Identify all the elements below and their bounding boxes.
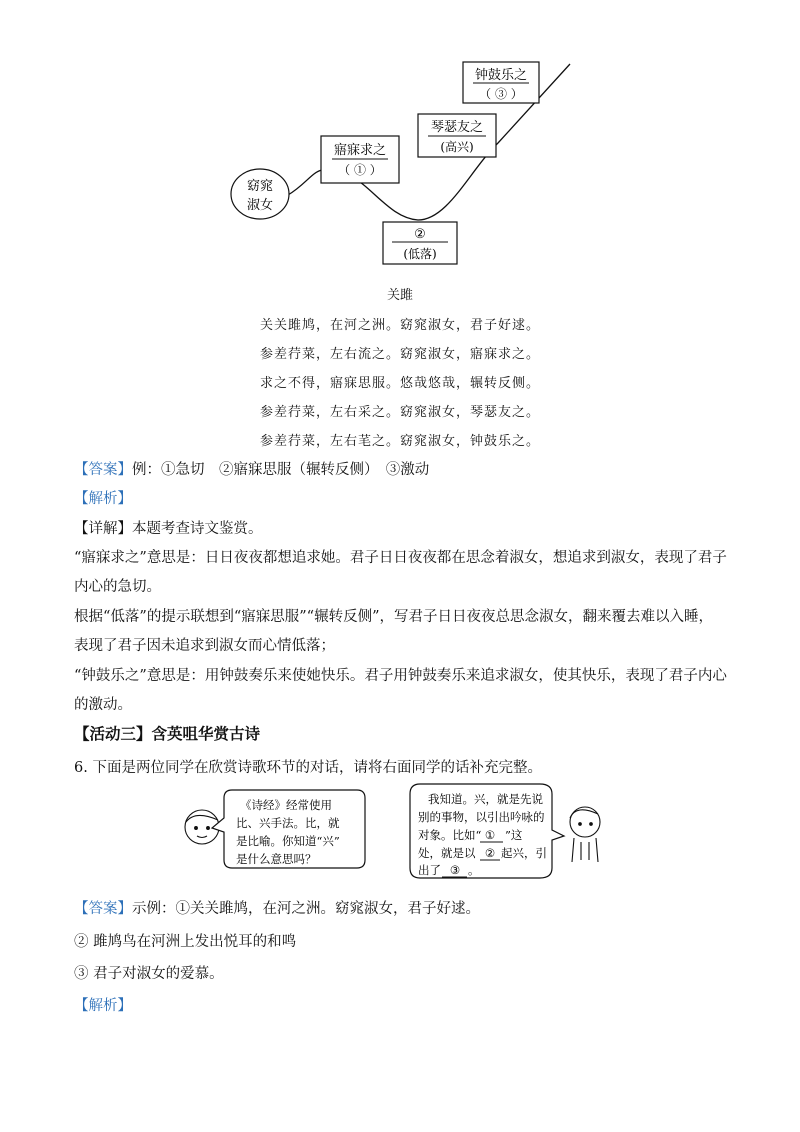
right-blank-3: ③ [449, 863, 461, 877]
node-d-bottom: （ ③ ） [479, 87, 523, 101]
dialogue-illustration [0, 782, 800, 886]
right-bubble-line4a: 处，就是以 [418, 846, 476, 860]
left-bubble-line4: 是什么意思吗？ [236, 852, 317, 866]
detail-p2b: 表现了君子因未追求到淑女而心情低落； [74, 638, 335, 654]
right-bubble-line2: 别的事物，以引出吟咏的 [418, 810, 545, 824]
node-c-bottom: (高兴) [440, 140, 474, 154]
poem-line-4: 参差荇菜，左右采之。窈窕淑女，琴瑟友之。 [259, 405, 540, 420]
node-start-line2: 淑女 [246, 198, 274, 213]
detail-label: 【详解】 [74, 521, 132, 537]
right-bubble-line3a: 对象。比如“ [418, 828, 482, 842]
right-bubble-line5b: 。 [468, 863, 480, 877]
poem-title: 关雎 [386, 288, 413, 303]
answer2-a1: 示例：①关关雎鸠，在河之洲。窈窕淑女，君子好逑。 [132, 901, 480, 917]
node-b-bottom: (低落) [403, 247, 437, 261]
node-d-top: 钟鼓乐之 [474, 68, 528, 83]
node-a-top: 寤寐求之 [333, 143, 387, 158]
node-c-top: 琴瑟友之 [430, 120, 484, 135]
right-blank-2: ② [484, 846, 496, 860]
right-bubble-line5a: 出了 [418, 863, 441, 877]
right-bubble-line3b: ”这 [505, 828, 523, 842]
node-start-line1: 窈窕 [246, 179, 274, 194]
poem-line-3: 求之不得，寤寐思服。悠哉悠哉，辗转反侧。 [259, 376, 540, 391]
analysis-label: 【解析】 [74, 491, 132, 507]
answer-text: 例：①急切 ②寤寐思服（辗转反侧） ③激动 [132, 462, 430, 478]
detail-p2a: 根据“低落”的提示联想到“寤寐思服”“辗转反侧”，写君子日日夜夜总思念淑女，翻来覆去难以入睡， [74, 609, 713, 625]
answer-1 [74, 458, 429, 479]
left-bubble-line3: 是比喻。你知道“兴” [236, 834, 340, 848]
poem-line-2: 参差荇菜，左右流之。窈窕淑女，寤寐求之。 [259, 347, 540, 362]
answer2-label: 【答案】 [74, 901, 132, 917]
answer2-a3: ③ 君子对淑女的爱慕。 [74, 966, 224, 982]
analysis-label-2: 【解析】 [74, 998, 132, 1014]
detail-intro-text: 本题考查诗文鉴赏。 [132, 521, 263, 537]
poem-line-5: 参差荇菜，左右芼之。窈窕淑女，钟鼓乐之。 [259, 434, 540, 449]
node-a-bottom: （ ① ） [338, 163, 382, 177]
left-bubble-line2: 比、兴手法。比，就 [236, 816, 340, 830]
detail-p1b: 内心的急切。 [74, 579, 161, 595]
detail-p3b: 的激动。 [74, 697, 132, 713]
detail-p3a: “钟鼓乐之”意思是：用钟鼓奏乐来使她快乐。君子用钟鼓奏乐来追求淑女，使其快乐，表现了君子内心 [74, 668, 727, 684]
answer2-a2: ② 雎鸠鸟在河洲上发出悦耳的和鸣 [74, 934, 297, 950]
node-b-top: ② [414, 227, 426, 242]
right-blank-1: ① [484, 828, 496, 842]
answer-2 [74, 897, 480, 918]
right-student-icon [570, 807, 600, 862]
section-heading: 【活动三】含英咀华赏古诗 [74, 724, 261, 743]
poem-line-1: 关关雎鸠，在河之洲。窈窕淑女，君子好逑。 [259, 318, 540, 333]
right-bubble-line4b: 起兴，引 [501, 846, 547, 860]
answer-label: 【答案】 [74, 462, 132, 478]
detail-p1a: “寤寐求之”意思是：日日夜夜都想追求她。君子日日夜夜都在思念着淑女，想追求到淑女，表现了君子 [74, 550, 727, 566]
question-6: 6. 下面是两位同学在欣赏诗歌环节的对话，请将右面同学的话补充完整。 [74, 760, 542, 776]
plot-diagram [0, 0, 800, 280]
left-bubble-line1: 《诗经》经常使用 [240, 798, 332, 812]
right-bubble-line1: 我知道。兴，就是先说 [428, 792, 543, 806]
detail-intro [74, 517, 263, 538]
